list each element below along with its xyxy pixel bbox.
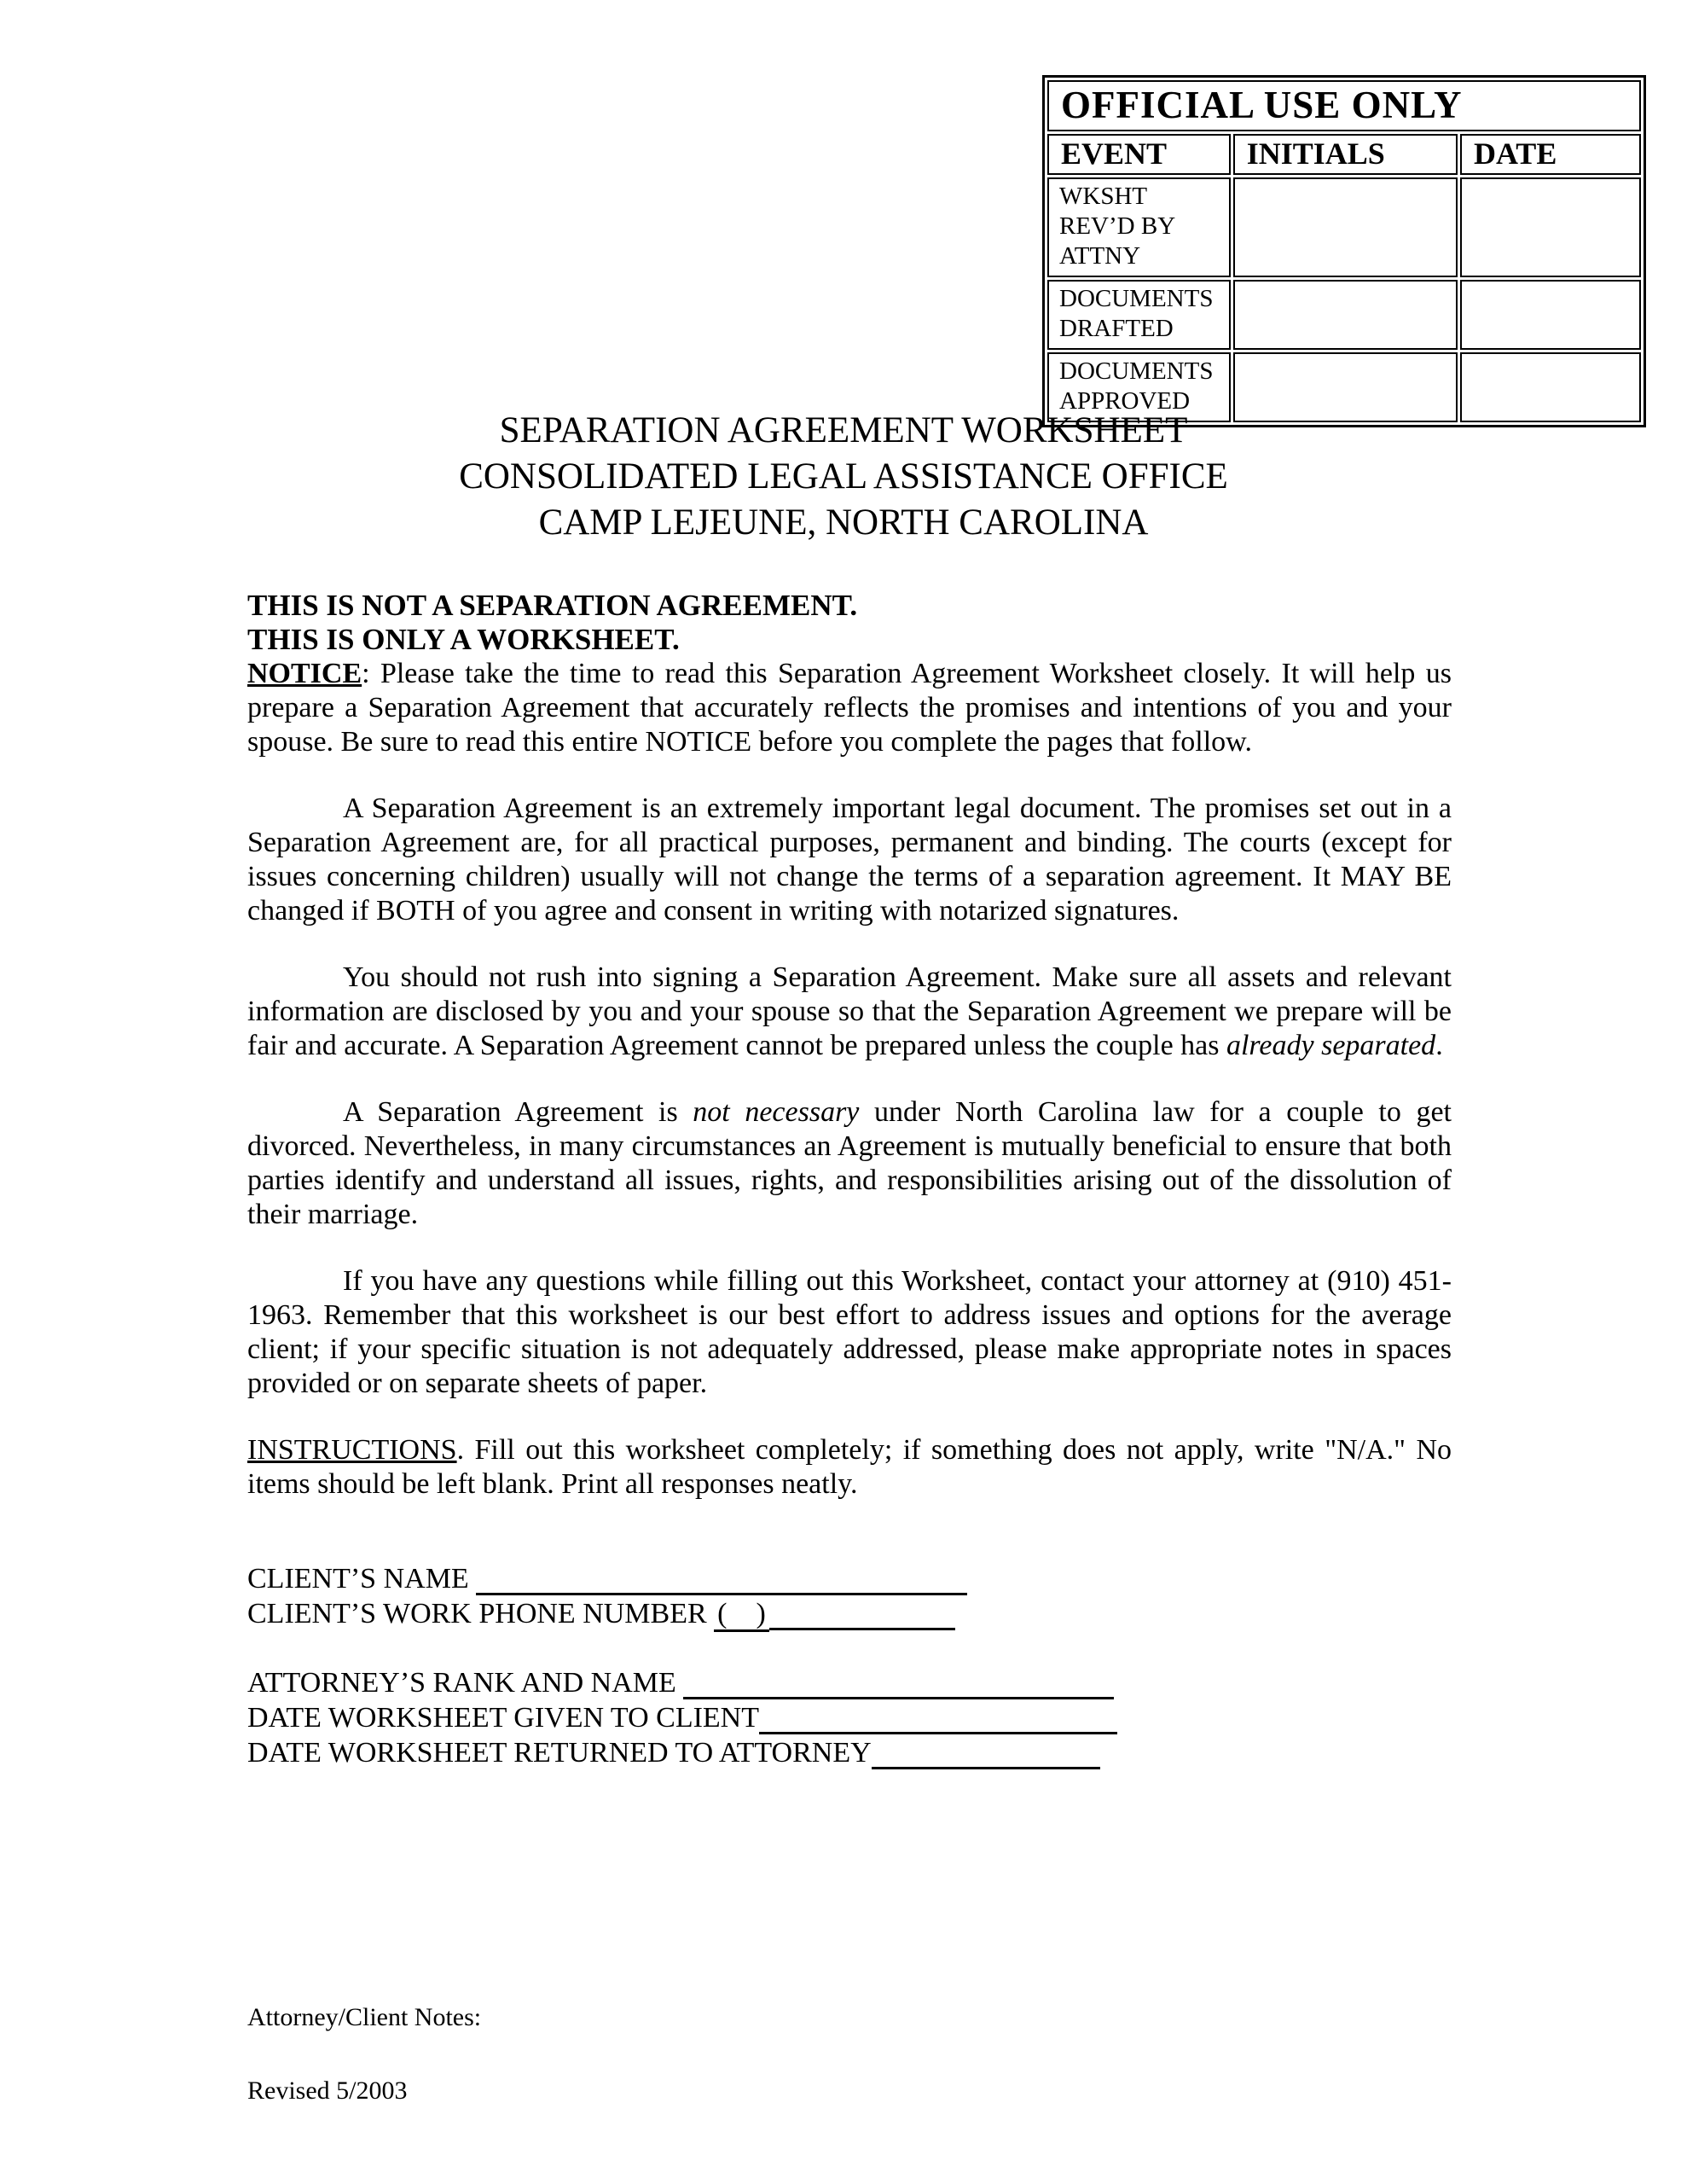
official-use-title: OFFICIAL USE ONLY <box>1047 80 1641 131</box>
paragraph-not-necessary-post: under North Carolina law for a couple to get divorced. Nevertheless, in many circumstances an Agreement is mutually beneficial to ensure that both parties identify and understand all issues, rights, and responsibilities arising out of the dissolution of their marriage. <box>247 1096 1452 1230</box>
paragraph-questions-text: If you have any questions while filling out this Worksheet, contact your attorney at (910) 451-1963. Remember that this worksheet is our best effort to address issues and options for the average client; if your specific situation is not adequately addressed, please make appropriate notes in spaces provided or on separate sheets of paper. <box>247 1265 1452 1399</box>
paragraph-importance-text: A Separation Agreement is an extremely important legal document. The promises set out in a Separation Agreement are, for all practical purposes, permanent and binding. The courts (except for issues concerning children) usually will not change the terms of a separation agreement. It MAY BE changed if BOTH of you agree and consent in writing with notarized signatures. <box>247 793 1452 926</box>
date-returned-row <box>247 1735 1452 1770</box>
client-phone-label: CLIENT’S WORK PHONE NUMBER <box>247 1598 707 1629</box>
client-name-label: CLIENT’S NAME <box>247 1563 469 1594</box>
date-given-blank-line <box>759 1725 1117 1734</box>
date-given-row <box>247 1700 1452 1735</box>
paragraph-no-rush-italic: already separated <box>1226 1030 1436 1061</box>
phone-area-code-parens: ( ) <box>714 1598 769 1632</box>
notice-body: : Please take the time to read this Separation Agreement Worksheet closely. It will help us prepare a Separation Agreement that accurately reflects the promises and intentions of you and your spouse. Be sure to read this entire NOTICE before you complete the pages that follow. <box>247 658 1452 758</box>
instructions-body: . Fill out this worksheet completely; if something does not apply, write "N/A." No items should be left blank. Print all responses neatly. <box>247 1434 1452 1500</box>
warning-line-1: THIS IS NOT A SEPARATION AGREEMENT. <box>247 589 858 622</box>
date-cell <box>1460 280 1641 350</box>
paragraph-questions <box>247 1264 1452 1401</box>
date-returned-blank-line <box>872 1760 1100 1769</box>
attorney-rank-blank-line <box>683 1690 1114 1699</box>
paragraph-importance <box>247 792 1452 928</box>
table-row <box>1047 177 1641 277</box>
paragraph-not-necessary-italic: not necessary <box>693 1096 860 1128</box>
client-fields <box>247 1561 1452 1631</box>
title-line-2: CONSOLIDATED LEGAL ASSISTANCE OFFICE <box>459 456 1228 497</box>
client-phone-blank-line <box>769 1621 955 1630</box>
notice-label: NOTICE <box>247 658 362 689</box>
event-cell: WKSHT REV’D BY ATTNY <box>1047 177 1231 277</box>
event-cell: DOCUMENTS APPROVED <box>1047 352 1231 422</box>
paragraph-no-rush-post: . <box>1435 1030 1443 1061</box>
initials-cell <box>1233 177 1458 277</box>
official-use-title-row <box>1047 80 1641 131</box>
title-line-1: SEPARATION AGREEMENT WORKSHEET <box>499 410 1188 450</box>
attorney-rank-row <box>247 1665 1452 1700</box>
client-phone-row <box>247 1596 1452 1631</box>
column-header-date: DATE <box>1460 134 1641 175</box>
attorney-client-notes-label: Attorney/Client Notes: <box>247 2003 482 2031</box>
official-use-table <box>1042 75 1646 427</box>
official-use-header-row <box>1047 134 1641 175</box>
client-name-blank-line <box>476 1586 967 1595</box>
date-returned-label: DATE WORKSHEET RETURNED TO ATTORNEY <box>247 1737 872 1769</box>
column-header-initials: INITIALS <box>1233 134 1458 175</box>
initials-cell <box>1233 280 1458 350</box>
client-name-row <box>247 1561 1452 1596</box>
revision-footer: Revised 5/2003 <box>247 2077 408 2105</box>
attorney-rank-label: ATTORNEY’S RANK AND NAME <box>247 1667 676 1699</box>
title-line-3: CAMP LEJEUNE, NORTH CAROLINA <box>538 502 1149 543</box>
body-text <box>247 589 1452 1770</box>
date-cell <box>1460 177 1641 277</box>
document-title <box>0 408 1687 546</box>
notice-paragraph <box>247 657 1452 759</box>
paragraph-not-necessary-pre: A Separation Agreement is <box>343 1096 693 1128</box>
event-cell: DOCUMENTS DRAFTED <box>1047 280 1231 350</box>
paragraph-no-rush-pre: You should not rush into signing a Separation Agreement. Make sure all assets and relevant information are disclosed by you and your spouse so that the Separation Agreement we prepare will be fair and accurate. A Separation Agreement cannot be prepared unless the couple has <box>247 961 1452 1061</box>
table-row <box>1047 280 1641 350</box>
attorney-fields <box>247 1665 1452 1770</box>
paragraph-not-necessary <box>247 1095 1452 1232</box>
instructions-paragraph <box>247 1433 1452 1502</box>
date-given-label: DATE WORKSHEET GIVEN TO CLIENT <box>247 1702 759 1734</box>
paragraph-no-rush <box>247 961 1452 1063</box>
column-header-event: EVENT <box>1047 134 1231 175</box>
warning-line-2: THIS IS ONLY A WORKSHEET. <box>247 623 680 656</box>
instructions-label: INSTRUCTIONS <box>247 1434 457 1466</box>
